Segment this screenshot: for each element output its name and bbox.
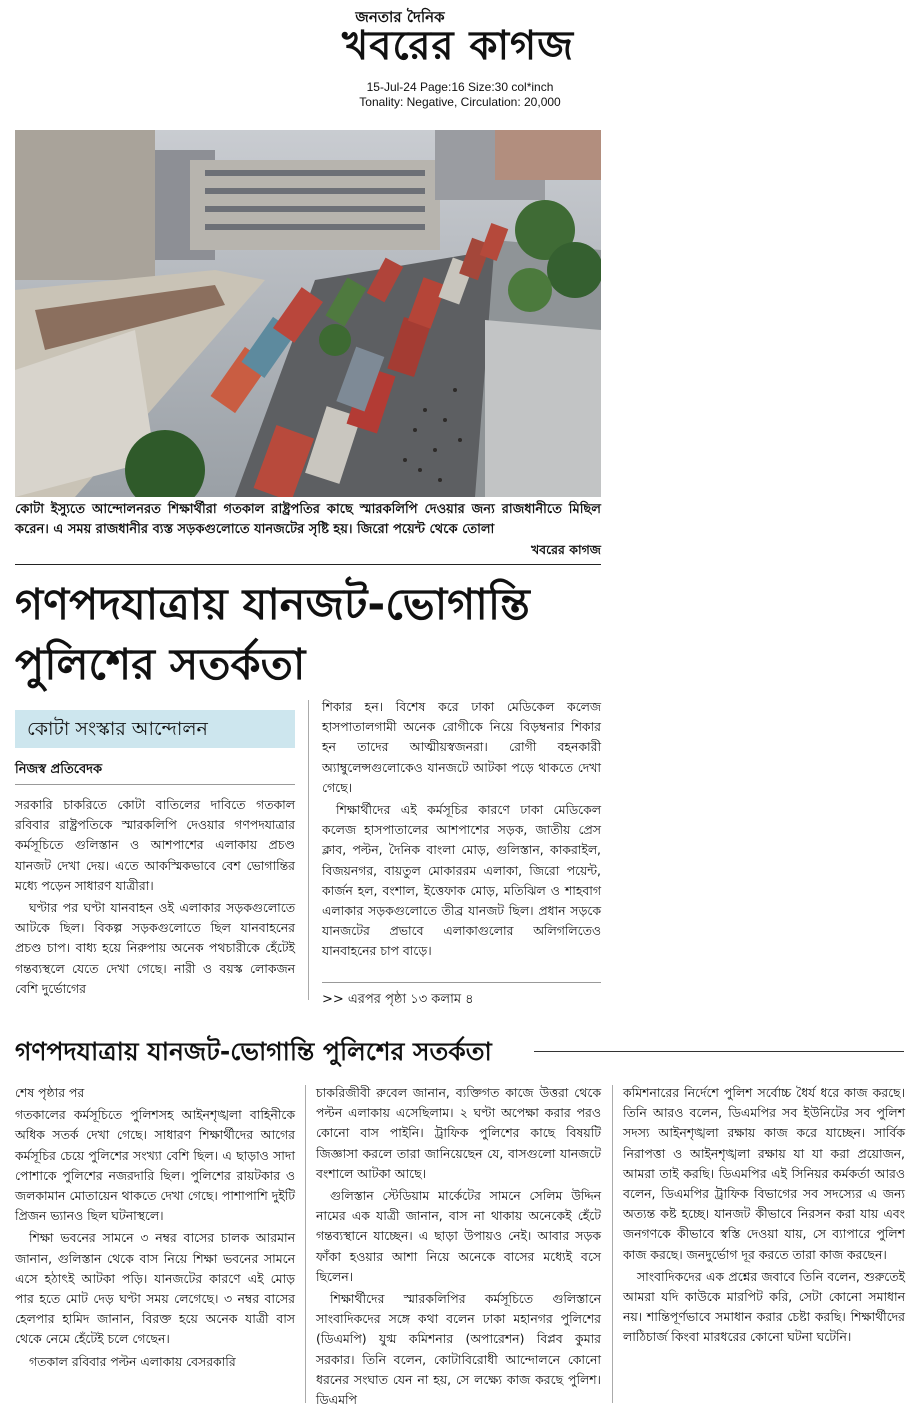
article-paragraph: ঘণ্টার পর ঘণ্টা যানবাহন ওই এলাকার সড়কগুলোতে আটকে ছিল। বিকল্প সড়কগুলোতে ছিল যানবাহনের প্রচণ্ড চাপ। বাধ্য হয়ে নিরুপায় অনেক পথচারীকে হেঁটেই গন্তব্যস্থলে যেতে দেখা গেছে। নারী ও বয়স্ক লোকজন বেশি দুর্ভোগের xyxy=(15,900,295,996)
masthead-tagline: জনতার দৈনিক xyxy=(355,8,445,26)
article-column-2 xyxy=(322,697,601,964)
article-paragraph: শিক্ষা ভবনের সামনে ৩ নম্বর বাসের চালক আরমান জানান, গুলিস্তান থেকে বাস নিয়ে শিক্ষা ভবনের সামনে এসে হঠাৎই আটকা পড়ি। যানজটের কারণে এই মোড় পার হতে মোট দেড় ঘণ্টা সময় লেগেছে। ৩ নম্বর বাসের হেলপার হামিদ জানান, বিরক্ত হয়ে অনেক যাত্রী বাস থেকে নেমে হেঁটেই চলে গেছেন। xyxy=(15,1230,295,1347)
article-paragraph: শিক্ষার্থীদের এই কর্মসূচির কারণে ঢাকা মেডিকেল কলেজ হাসপাতালের আশপাশের সড়ক, জাতীয় প্রেস ক্লাব, পল্টন, দৈনিক বাংলা মোড়, গুলিস্তান, কাকরাইল, বিজয়নগর, বায়তুল মোকাররম এলাকা, জিরো পয়েন্ট, কার্জন হল, বংশাল, ইত্তেফাক মোড়, মতিঝিল ও শাহবাগ এলাকার সড়কগুলোতে তীব্র যানজট ছিল। প্রধান সড়কে যানজটের প্রভাবে এলাকাগুলোর অলিগলিতেও যানবাহনের চাপ বাড়ে। xyxy=(322,802,601,959)
clip-meta-line2: Tonality: Negative, Circulation: 20,000 xyxy=(359,95,561,109)
article-paragraph: সরকারি চাকরিতে কোটা বাতিলের দাবিতে গতকাল রবিবার রাষ্ট্রপতিকে স্মারকলিপি দেওয়ার গণপদযাত্রার কর্মসূচিতে গুলিস্তান ও আশপাশের এলাকায় প্রচণ্ড যানজট দেখা দেয়। এতে আকস্মিকভাবে বেশ ভোগান্তির মধ্যে পড়েন সাধারণ যাত্রীরা। xyxy=(15,797,295,893)
clip-meta-line1: 15-Jul-24 Page:16 Size:30 col*inch xyxy=(366,80,554,94)
article-paragraph: কমিশনারের নির্দেশে পুলিশ সর্বোচ্চ ধৈর্য ধরে কাজ করছে। তিনি আরও বলেন, ডিএমপির সব ইউনিটের সব পুলিশ সদস্য আইনশৃঙ্খলা রক্ষায় কাজ করে যাচ্ছেন। সার্বিক নিরাপত্তা ও আইনশৃঙ্খলা রক্ষায় যা যা করা প্রয়োজন, আমরা তাই করছি। ডিএমপির এই সিনিয়র কর্মকর্তা আরও বলেন, ডিএমপির ট্রাফিক বিভাগের সব সদস্যের এ জন্য অত্যন্ত কষ্ট হচ্ছে। যানজট কীভাবে নিরসন করা যায় এবং জনগণকে কীভাবে স্বস্তি দেওয়া যায়, সে ব্যাপারে পুলিশ কাজ করছে। জনদুর্ভোগ দূর করতে তারা কাজ করছেন। xyxy=(623,1085,905,1262)
headline-line-2: পুলিশের সতর্কতা xyxy=(15,640,306,690)
continued-from-label: শেষ পৃষ্ঠার পর xyxy=(15,1085,85,1100)
photo-credit: খবরের কাগজ xyxy=(530,542,601,557)
column-divider xyxy=(612,1085,613,1403)
article-paragraph: সাংবাদিকদের এক প্রশ্নের জবাবে তিনি বলেন, শুরুতেই আমরা যদি কাউকে মারপিট করি, সেটা কোনো সমাধান নয়। শান্তিপূর্ণভাবে সমাধান করার চেষ্টা করছি। শিক্ষার্থীদের লাঠিচার্জ কিংবা মারধরের কোনো ঘটনা ঘটেনি। xyxy=(623,1268,905,1345)
continuation-column-2 xyxy=(316,1083,601,1412)
continuation-headline: গণপদযাত্রায় যানজট-ভোগান্তি পুলিশের সতর্কতা xyxy=(15,1037,492,1066)
article-headline xyxy=(15,575,615,695)
article-paragraph: শিকার হন। বিশেষ করে ঢাকা মেডিকেল কলেজ হাসপাতালগামী অনেক রোগীকে নিয়ে বিড়ম্বনার শিকার হন তাদের আত্মীয়স্বজনরা। রোগী বহনকারী অ্যাম্বুলেন্সগুলোকেও যানজটে আটকা পড়ে থাকতে দেখা গেছে। xyxy=(322,699,601,795)
traffic-photo-illustration xyxy=(15,130,601,497)
column-divider xyxy=(308,700,309,1000)
byline: নিজস্ব প্রতিবেদক xyxy=(15,762,103,777)
street-traffic-photo xyxy=(15,130,601,497)
continue-divider xyxy=(322,982,601,983)
article-paragraph: গতকালের কর্মসূচিতে পুলিশসহ আইনশৃঙ্খলা বাহিনীকে অধিক সতর্ক দেখা গেছে। সাধারণ শিক্ষার্থীদের আগের কর্মসূচির চেয়ে পুলিশের সংখ্যা বেশি ছিল। এ ছাড়াও সাদা পোশাকে পুলিশের নজরদারি ছিল। পুলিশের রায়টকার ও জলকামান মোতায়েন থাকতে দেখা গেছে। পাশাপাশি দুইটি প্রিজন ভ্যানও ছিল ঘটনাস্থলে। xyxy=(15,1107,295,1224)
article-paragraph: চাকরিজীবী রুবেল জানান, ব্যক্তিগত কাজে উত্তরা থেকে পল্টন এলাকায় এসেছিলাম। ২ ঘণ্টা অপেক্ষা করার পরও কোনো বাস পাইনি। ট্রাফিক পুলিশের কাছে বিষয়টি জিজ্ঞাসা করলে তারা জানিয়েছেন যে, বাসগুলো যানজটে বংশালে আটকা আছে। xyxy=(316,1085,601,1181)
article-paragraph: শিক্ষার্থীদের স্মারকলিপির কর্মসূচিতে গুলিস্তানে সাংবাদিকদের সঙ্গে কথা বলেন ঢাকা মহানগর পুলিশের (ডিএমপি) যুগ্ম কমিশনার (অপারেশন) বিপ্লব কুমার সরকার। তিনি বলেন, কোটাবিরোধী আন্দোলনে কোনো ধরনের সংঘাত যেন না হয়, সে লক্ষ্যে কাজ করছে পুলিশ। ডিএমপি xyxy=(316,1291,601,1408)
article-column-1 xyxy=(15,795,295,1001)
photo-caption: কোটা ইস্যুতে আন্দোলনরত শিক্ষার্থীরা গতকাল রাষ্ট্রপতির কাছে স্মারকলিপি দেওয়ার জন্য রাজধানীতে মিছিল করেন। এ সময় রাজধানীর ব্যস্ত সড়কগুলোতে যানজটের সৃষ্টি হয়। জিরো পয়েন্ট থেকে তোলা xyxy=(15,502,601,537)
column-divider xyxy=(305,1085,306,1403)
article-paragraph: গতকাল রবিবার পল্টন এলাকায় বেসরকারি xyxy=(29,1353,236,1369)
caption-divider xyxy=(15,564,601,565)
clip-meta xyxy=(300,80,620,110)
continuation-headline-rule xyxy=(534,1051,904,1052)
byline-divider xyxy=(15,784,295,785)
continuation-column-1 xyxy=(15,1083,295,1374)
headline-line-1: গণপদযাত্রায় যানজট-ভোগান্তি xyxy=(15,580,530,630)
continued-on-note: >> এরপর পৃষ্ঠা ১৩ কলাম ৪ xyxy=(322,992,474,1007)
article-paragraph: গুলিস্তান স্টেডিয়াম মার্কেটের সামনে সেলিম উদ্দিন নামের এক যাত্রী জানান, বাস না থাকায় অনেকেই হেঁটে গন্তব্যস্থানে যাচ্ছেন। এ ছাড়া উপায়ও নেই। আবার সড়ক ফাঁকা হওয়ার আশা নিয়ে অনেকে বাসের মধ্যেই বসে ছিলেন। xyxy=(316,1188,601,1284)
masthead-logo: খবরের কাগজ xyxy=(341,23,575,69)
topic-kicker: কোটা সংস্কার আন্দোলন xyxy=(15,710,295,748)
continuation-column-3 xyxy=(623,1083,905,1350)
